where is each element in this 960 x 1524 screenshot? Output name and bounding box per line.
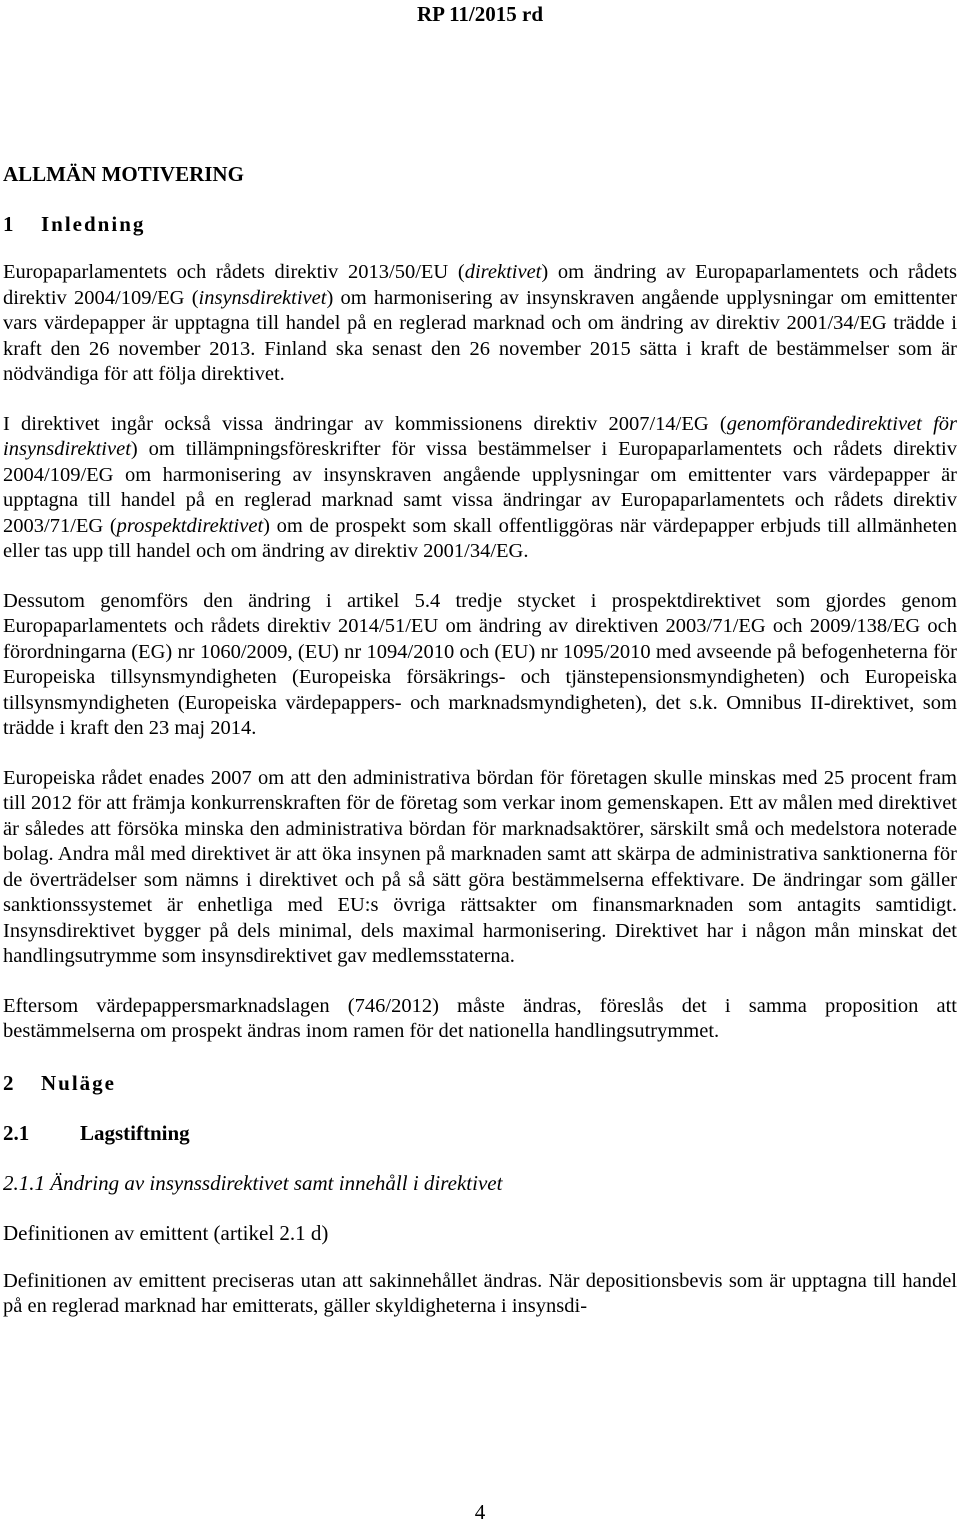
page-number: 4 <box>474 1500 486 1524</box>
page-header: RP 11/2015 rd <box>416 2 543 26</box>
p2-text-a: I direktivet ingår också vissa ändringar av kommissionens direktiv 2007/14/EG ( <box>3 412 727 435</box>
p2-text-c: ) om tillämpningsföreskrifter för vissa bestämmelser i Europaparlamentets och rådets direktiv 2004/109/EG om harmonisering av insynskraven angående upplysningar om emittenter vars värdepapper är upptagna till handel på en reglerad marknad samt vissa ändringar av Europaparlamentets och rådets direktiv 2003/71/EG ( <box>3 438 957 537</box>
section-2-1-1-heading: 2.1.1 Ändring av insynssdirektivet samt innehåll i direktivet <box>3 1170 503 1195</box>
paragraph-5: Eftersom värdepappersmarknadslagen (746/2012) måste ändras, föreslås det i samma proposition att bestämmelserna om prospekt ändras inom ramen för det nationella handlingsutrymmet. <box>3 994 957 1042</box>
paragraph-1 <box>3 260 957 388</box>
p1-italic-direktivet: direktivet <box>464 261 542 283</box>
subheading-emittent: Definitionen av emittent (artikel 2.1 d) <box>3 1220 329 1245</box>
section-2-1-title: Lagstiftning <box>80 1120 190 1145</box>
paragraph-3: Dessutom genomförs den ändring i artikel 5.4 tredje stycket i prospektdirektivet som gjordes genom Europaparlamentets och rådets direktiv 2014/51/EU om ändring av direktiven 2003/71/EG och 2009/138/EG och förordningarna (EG) nr 1060/2009, (EU) nr 1094/2010 och (EU) nr 1095/2010 med avseende på befogenheterna för Europeiska tillsynsmyndigheten (Europeiska försäkrings- och tjänstepensionsmyndigheten) och Europeiska tillsynsmyndigheten (Europeiska värdepappers- och marknadsmyndigheten), det s.k. Omnibus II-direktivet, som trädde i kraft den 23 maj 2014. <box>3 589 957 739</box>
section-2-heading <box>3 1069 957 1097</box>
p1-text-a: Europaparlamentets och rådets direktiv 2013/50/EU ( <box>3 261 465 283</box>
section-2-title: Nuläge <box>41 1070 116 1095</box>
paragraph-6: Definitionen av emittent preciseras utan att sakinnehållet ändras. När depositionsbevis som är upptagna till handel på en reglerad marknad har emitterats, gäller skyldigheterna i insynsdi- <box>3 1269 957 1317</box>
p2-text-e: ) om de prospekt som skall offentliggöras när värdepapper erbjuds till allmänheten eller tas upp till handel och om ändring av direktiv 2001/34/EG. <box>3 514 957 562</box>
paragraph-2 <box>3 412 957 565</box>
paragraph-4: Europeiska rådet enades 2007 om att den administrativa bördan för företagen skulle minskas med 25 procent fram till 2012 för att främja konkurrenskraften för de företag som verkar inom gemenskapen. Ett av målen med direktivet är således att försöka minska den administrativa bördan för marknadsaktörer, särskilt små och medelstora noterade bolag. Andra mål med direktivet är att öka insynen på marknaden samt att skärpa de administrativa sanktionerna för de överträdelser som nämns i direktivet och på så sätt göra bestämmelserna effektivare. De ändringar som gäller sanktionssystemet är enhetliga med EU:s övriga rättsakter om finansmarknaden som antagits samtidigt. Insynsdirektivet bygger på dels minimal, dels maximal harmonisering. Direktivet har i någon mån minskat det handlingsutrymme som insynsdirektivet gav medlemsstaterna. <box>3 766 957 967</box>
section-2-number: 2 <box>3 1070 14 1095</box>
p2-italic-prospektdirektivet: prospektdirektivet <box>116 514 264 537</box>
main-heading: ALLMÄN MOTIVERING <box>3 162 244 186</box>
section-1-number: 1 <box>3 212 14 236</box>
p1-italic-insynsdirektivet: insynsdirektivet <box>198 286 327 309</box>
section-1-heading <box>3 210 957 238</box>
document-body <box>3 160 957 1320</box>
p1-text-c: ) om ändring av Europaparlamentets och rådets direktiv 2004/109/EG ( <box>3 261 957 309</box>
section-2-1-number: 2.1 <box>3 1120 30 1145</box>
p2-italic-genomforandedirektivet: genomförandedirektivet för insynsdirektivet <box>3 412 957 460</box>
p1-text-e: ) om harmonisering av insynskraven angående upplysningar om emittenter vars värdepapper är upptagna till handel på en reglerad marknad och om ändring av direktiv 2001/34/EG trädde i kraft den 26 november 2013. Finland ska senast den 26 november 2015 sätta i kraft de bestämmelser som är nödvändiga för att följa direktivet. <box>3 286 957 385</box>
section-1-title: Inledning <box>41 212 146 236</box>
section-2-1-heading <box>3 1119 957 1147</box>
